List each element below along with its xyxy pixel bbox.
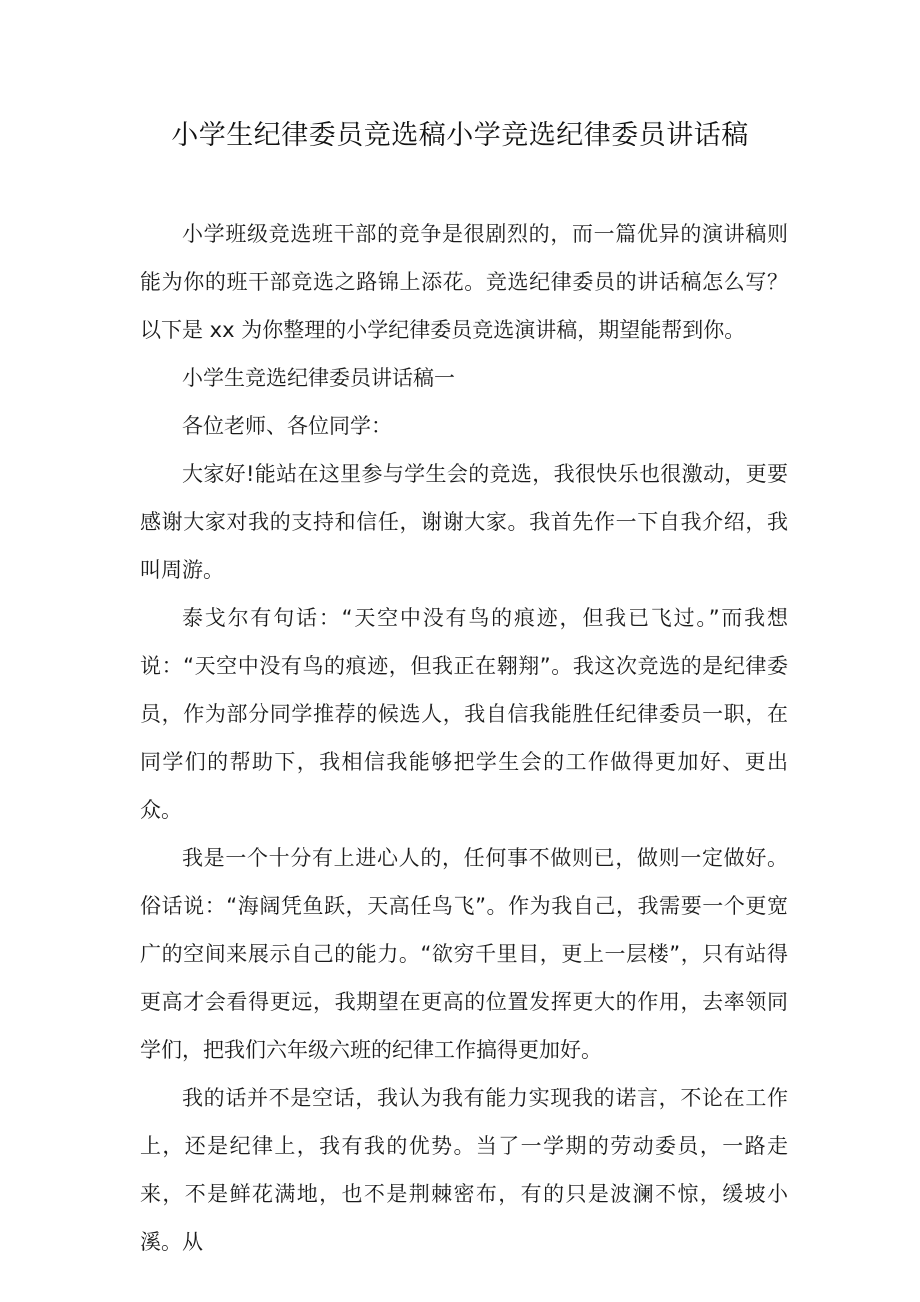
paragraph-ambition: 我是一个十分有上进心人的，任何事不做则已，做则一定做好。俗话说：“海阔凭鱼跃，天高任鸟飞”。作为我自己，我需要一个更宽广的空间来展示自己的能力。“欲穷千里目，更上一层楼”，只有站得更高才会看得更远，我期望在更高的位置发挥更大的作用，去率领同学们，把我们六年级六班的纪律工作搞得更加好。 (140, 846, 788, 1062)
document-body (140, 210, 788, 1266)
paragraph-salutation: 各位老师、各位同学： (182, 414, 392, 438)
paragraph-greeting: 大家好!能站在这里参与学生会的竞选，我很快乐也很激动，更要感谢大家对我的支持和信任，谢谢大家。我首先作一下自我介绍，我叫周游。 (140, 462, 788, 582)
paragraph-tagore-quote: 泰戈尔有句话：“天空中没有鸟的痕迹，但我已飞过。”而我想说：“天空中没有鸟的痕迹，但我正在翱翔”。我这次竞选的是纪律委员，作为部分同学推荐的候选人，我自信我能胜任纪律委员一职，在同学们的帮助下，我相信我能够把学生会的工作做得更加好、更出众。 (140, 606, 788, 822)
paragraph-promise: 我的话并不是空话，我认为我有能力实现我的诺言，不论在工作上，还是纪律上，我有我的优势。当了一学期的劳动委员，一路走来，不是鲜花满地，也不是荆棘密布，有的只是波澜不惊，缓坡小溪。从 (140, 1086, 788, 1254)
document-title: 小学生纪律委员竞选稿小学竞选纪律委员讲话稿 (171, 120, 749, 151)
paragraph-intro: 小学班级竞选班干部的竞争是很剧烈的，而一篇优异的演讲稿则能为你的班干部竞选之路锦上添花。竞选纪律委员的讲话稿怎么写？以下是 xx 为你整理的小学纪律委员竞选演讲稿，期望能帮到你。 (140, 222, 788, 342)
paragraph-section-heading: 小学生竞选纪律委员讲话稿一 (182, 366, 455, 390)
